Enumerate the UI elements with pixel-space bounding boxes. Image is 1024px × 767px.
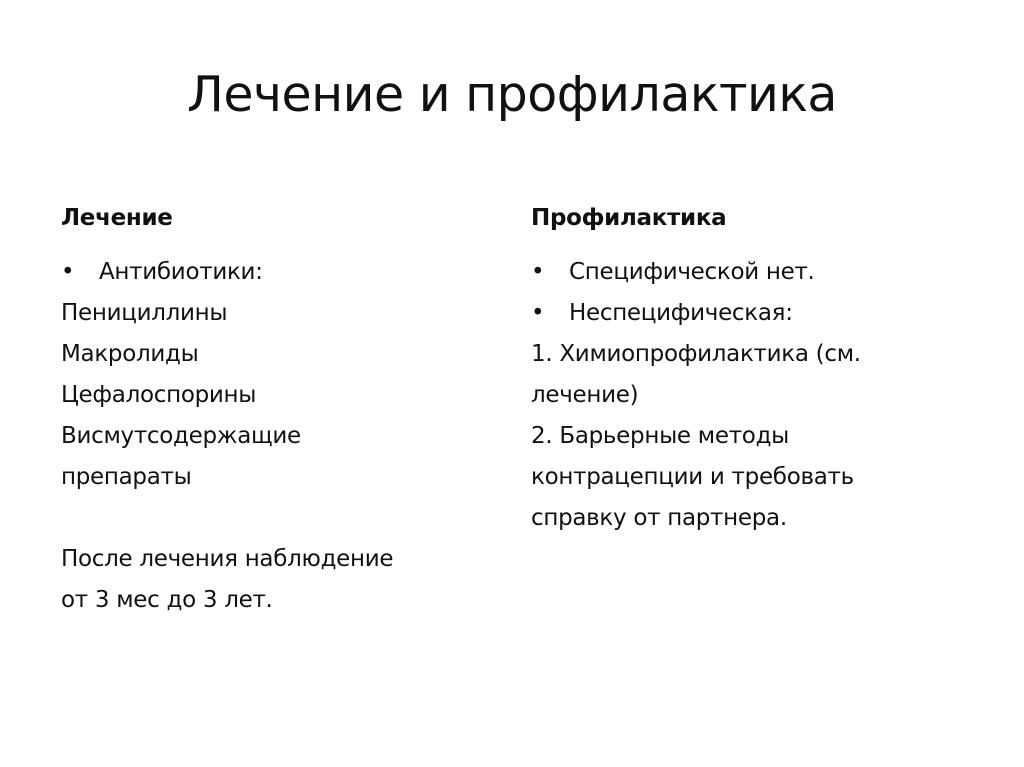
prevention-body <box>531 252 971 539</box>
slide-title: Лечение и профилактика <box>187 66 837 123</box>
prevention-bullet-item <box>531 252 971 293</box>
treatment-line-penicillins: Пенициллины <box>61 300 228 326</box>
treatment-note-line-2: от 3 мес до 3 лет. <box>61 587 273 613</box>
prevention-bullet-text-specific: Специфической нет. <box>569 259 815 285</box>
treatment-heading: Лечение <box>61 205 173 231</box>
bullet-icon: • <box>531 259 545 285</box>
prevention-line-partner: справку от партнера. <box>531 505 787 531</box>
bullet-icon: • <box>531 300 545 326</box>
prevention-line-treatment-ref: лечение) <box>531 382 639 408</box>
prevention-line-chemoprophylaxis: 1. Химиопрофилактика (см. <box>531 341 861 367</box>
prevention-line-barrier: 2. Барьерные методы <box>531 423 790 449</box>
prevention-column <box>531 198 971 539</box>
bullet-icon: • <box>61 259 75 285</box>
prevention-line-contraception: контрацепции и требовать <box>531 464 854 490</box>
treatment-bullet-text: Антибиотики: <box>99 259 263 285</box>
treatment-note-line-1: После лечения наблюдение <box>61 546 394 572</box>
prevention-bullet-text-nonspecific: Неспецифическая: <box>569 300 793 326</box>
prevention-heading: Профилактика <box>531 205 727 231</box>
treatment-line-bismuth: Висмутсодержащие <box>61 423 301 449</box>
treatment-body <box>61 252 501 621</box>
treatment-line-cephalosporins: Цефалоспорины <box>61 382 257 408</box>
treatment-line-macrolides: Макролиды <box>61 341 199 367</box>
prevention-bullet-item <box>531 293 971 334</box>
treatment-bullet-item <box>61 252 501 293</box>
paragraph-gap <box>61 498 501 539</box>
treatment-line-preparations: препараты <box>61 464 192 490</box>
treatment-column <box>61 198 501 621</box>
